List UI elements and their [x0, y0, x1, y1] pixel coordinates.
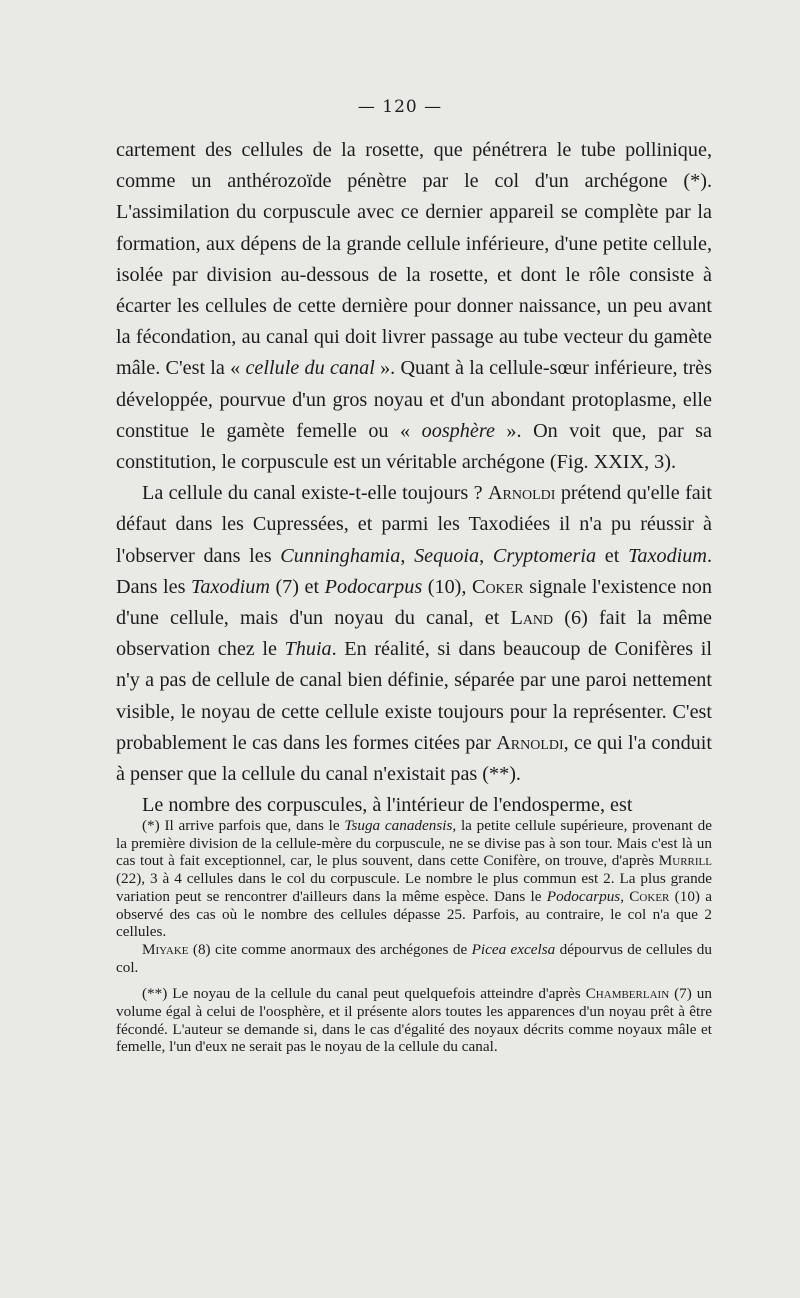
italic-term: oosphère — [421, 419, 495, 442]
footnotes — [116, 817, 712, 1056]
text-run: signale l'existence non d'une cellule, mais d'un noyau du canal, et — [116, 575, 712, 630]
paragraph-1 — [116, 135, 712, 478]
text-run: (7) un volume égal à celui de l'oosphère, et il présente alors toutes les apparences d'un noyau prêt à être fécondé. L'auteur se demande si, dans le cas d'égalité des noyaux décrits comme noyaux mâle et femelle, l'un d'eux ne serait pas le noyau de la cellule du canal. — [116, 985, 712, 1056]
text-run: , — [400, 544, 415, 567]
text-run: (*) Il arrive parfois que, dans le — [142, 817, 345, 834]
text-run: , ce qui l'a conduit à penser que la cellule du canal n'existait pas (**). — [116, 731, 712, 786]
text-run: . En réalité, si dans beaucoup de Conifères il n'y a pas de cellule de canal bien définie, séparée par une paroi nettement visible, le noyau de cette cellule existe toujours pour la représenter. C'est probablement le cas dans les formes citées par — [116, 638, 712, 754]
footnote-1-continued — [116, 941, 712, 976]
author-name: Chamberlain — [585, 985, 670, 1003]
text-run: , — [620, 887, 630, 905]
main-text — [116, 135, 712, 821]
text-run: (6) fait la même observation chez le — [116, 607, 712, 661]
paragraph-2 — [116, 478, 712, 790]
text-run: dépourvus de cellules du col. — [116, 940, 712, 976]
italic-term: Taxodium — [628, 544, 707, 567]
text-run: prétend qu'elle fait défaut dans les Cupressées, et parmi les Taxodiées il n'a pu réussir à l'observer dans les — [116, 482, 712, 567]
author-name: Coker — [471, 575, 524, 598]
text-run: (22), 3 à 4 cellules dans le col du corpuscule. Le nombre le plus commun est 2. La plus grande variation peut se rencontrer d'ailleurs dans la même espèce. Dans le — [116, 870, 712, 905]
text-run: ». On voit que, par sa constitution, le corpuscule est un véritable archégone (Fig. XXIX, 3). — [116, 419, 712, 474]
text-run: (10) a observé des cas où le nombre des cellules dépasse 25. Parfois, au contraire, le col n'a que 2 cellules. — [116, 887, 713, 941]
italic-term: cellule du canal — [245, 357, 375, 380]
italic-term: Tsuga canadensis — [344, 817, 453, 834]
text-run: ». Quant à la cellule-sœur inférieure, très développée, pourvue d'un gros noyau et d'un abondant protoplasme, elle constitue le gamète femelle ou « — [116, 357, 712, 442]
text-run: , — [479, 544, 493, 567]
italic-term: Podocarpus — [546, 887, 621, 905]
footnote-2 — [116, 985, 712, 1056]
text-run: (10), — [422, 575, 472, 598]
italic-term: Podocarpus — [324, 575, 423, 598]
text-run: et — [596, 544, 629, 567]
text-run: , la petite cellule supérieure, provenant de la première division de la cellule-mère du corpuscule, ne se divise pas à son tour. Mais c'est là un cas tout à fait exceptionnel, car, le plus souvent, dans cette Conifère, on trouve, d'après — [116, 817, 712, 870]
text-run: La cellule du canal existe-t-elle toujours ? — [142, 482, 488, 505]
italic-term: Cunninghamia — [280, 544, 401, 567]
text-run: (8) cite comme anormaux des archégones de — [188, 940, 472, 958]
italic-term: Picea excelsa — [471, 940, 556, 958]
text-run: cartement des cellules de la rosette, que pénétrera le tube pollinique, comme un anthérozoïde pénètre par le col d'un archégone (*). L'assimilation du corpuscule avec ce dernier appareil se complète par la formation, aux dépens de la grande cellule inférieure, d'une petite cellule, isolée par division au-dessous de la rosette, et dont le rôle consiste à écarter les cellules de cette dernière pour donner naissance, un peu avant la fécondation, au canal qui doit livrer passage au tube vecteur du gamète mâle. C'est la « — [116, 139, 712, 380]
author-name: Miyake — [142, 940, 189, 958]
italic-term: Taxodium — [191, 575, 270, 598]
text-run: (**) Le noyau de la cellule du canal peut quelquefois atteindre d'après — [142, 985, 586, 1003]
italic-term: Sequoia — [414, 544, 480, 567]
author-name: Arnoldi — [496, 731, 564, 754]
paragraph-3: Le nombre des corpuscules, à l'intérieur de l'endosperme, est — [142, 794, 633, 817]
page-number: — 120 — — [357, 97, 443, 117]
author-name: Land — [510, 607, 554, 630]
author-name: Coker — [629, 887, 670, 905]
text-run: . Dans les — [116, 544, 713, 598]
italic-term: Thuia — [284, 638, 332, 661]
text-run: (7) et — [269, 575, 325, 598]
author-name: Murrill — [658, 852, 712, 870]
author-name: Arnoldi — [487, 482, 556, 505]
footnote-1 — [116, 817, 712, 941]
italic-term: Cryptomeria — [492, 544, 597, 567]
